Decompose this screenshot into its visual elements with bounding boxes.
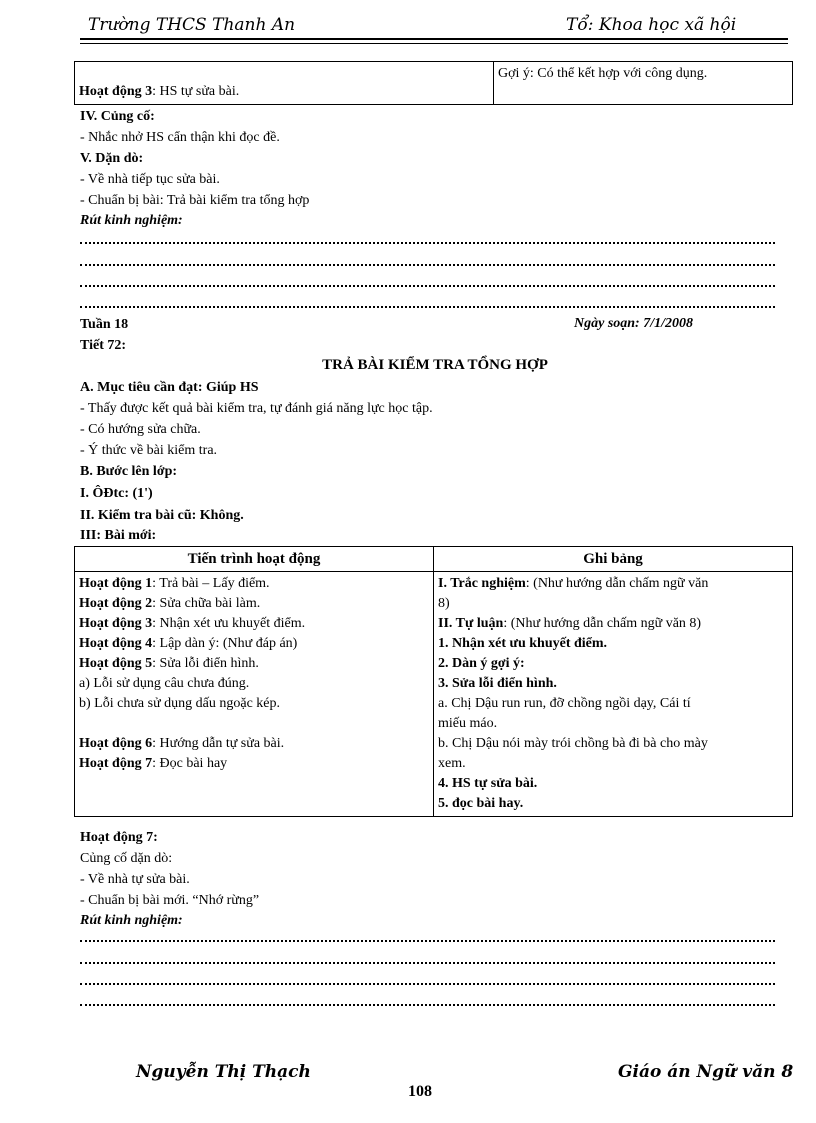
activities-cell bbox=[75, 572, 434, 817]
activity-line: a) Lỗi sử dụng câu chưa đúng. bbox=[79, 676, 250, 691]
top-table-left-cell bbox=[75, 62, 494, 105]
footer-author: Nguyễn Thị Thạch bbox=[136, 1062, 311, 1082]
top-table-right-cell bbox=[494, 62, 793, 105]
homework-item: - Về nhà tiếp tục sửa bài. bbox=[80, 172, 220, 187]
dotted-line bbox=[80, 242, 775, 244]
experience-label: Rút kinh nghiệm: bbox=[80, 913, 183, 928]
board-line: 8) bbox=[438, 596, 450, 611]
steps-heading: B. Bước lên lớp: bbox=[80, 464, 178, 479]
activity-line: Hoạt động 7: Đọc bài hay bbox=[79, 756, 228, 771]
objectives-heading: A. Mục tiêu cần đạt: Giúp HS bbox=[80, 380, 259, 395]
activity-line: Hoạt động 6: Hướng dẫn tự sửa bài. bbox=[79, 736, 285, 751]
period-label: Tiết 72: bbox=[80, 338, 127, 353]
board-line: I. Trắc nghiệm: (Như hướng dẫn chấm ngữ văn bbox=[438, 576, 709, 591]
column-header-board: Ghi bảng bbox=[434, 547, 793, 572]
board-line: miếu máo. bbox=[438, 716, 498, 731]
consolidate-item: - Nhắc nhở HS cẩn thận khi đọc đề. bbox=[80, 130, 280, 145]
step-3: III: Bài mới: bbox=[80, 528, 157, 543]
activity-line: Hoạt động 3: Nhận xét ưu khuyết điểm. bbox=[79, 616, 306, 631]
activity7-line: Củng cố dặn dò: bbox=[80, 851, 173, 866]
board-line: II. Tự luận: (Như hướng dẫn chấm ngữ văn 8) bbox=[438, 616, 702, 631]
step-1: I. ÔĐtc: (1') bbox=[80, 486, 153, 501]
board-line: 1. Nhận xét ưu khuyết điểm. bbox=[438, 636, 608, 651]
activity-line: b) Lỗi chưa sử dụng dấu ngoặc kép. bbox=[79, 696, 281, 711]
footer-subject: Giáo án Ngữ văn 8 bbox=[618, 1062, 794, 1082]
dotted-line bbox=[80, 1004, 775, 1006]
board-line: 3. Sửa lỗi điển hình. bbox=[438, 676, 557, 691]
header-school: Trường THCS Thanh An bbox=[88, 15, 296, 35]
activity-line bbox=[79, 714, 429, 734]
activity-line: Hoạt động 4: Lập dàn ý: (Như đáp án) bbox=[79, 636, 298, 651]
board-line: b. Chị Dậu nói mày trói chồng bà đi bà cho mày bbox=[438, 736, 708, 751]
consolidate-heading: IV. Củng cố: bbox=[80, 109, 155, 124]
activity-line: Hoạt động 2: Sửa chữa bài làm. bbox=[79, 596, 261, 611]
column-header-activities: Tiến trình hoạt động bbox=[75, 547, 434, 572]
top-table bbox=[74, 61, 793, 105]
dotted-line bbox=[80, 306, 775, 308]
dotted-line bbox=[80, 983, 775, 985]
lesson-title: TRẢ BÀI KIỂM TRA TỔNG HỢP bbox=[322, 357, 548, 373]
board-line: a. Chị Dậu run run, đỡ chồng ngồi dạy, Cái tí bbox=[438, 696, 691, 711]
header-rule-thin bbox=[80, 43, 788, 44]
experience-label: Rút kinh nghiệm: bbox=[80, 213, 183, 228]
week-label: Tuần 18 bbox=[80, 317, 129, 332]
dotted-line bbox=[80, 962, 775, 964]
dotted-line bbox=[80, 285, 775, 287]
page-number: 108 bbox=[408, 1083, 432, 1100]
activity7-heading: Hoạt động 7: bbox=[80, 830, 158, 845]
top-table-left-label: Hoạt động 3 bbox=[79, 84, 153, 99]
board-line: 4. HS tự sửa bài. bbox=[438, 776, 538, 791]
board-line: xem. bbox=[438, 756, 466, 771]
header-rule bbox=[80, 38, 788, 40]
objective-item: - Ý thức về bài kiểm tra. bbox=[80, 443, 218, 458]
dotted-line bbox=[80, 264, 775, 266]
activity-line: Hoạt động 5: Sửa lỗi điển hình. bbox=[79, 656, 259, 671]
activity-line: Hoạt động 1: Trả bài – Lấy điểm. bbox=[79, 576, 270, 591]
step-2: II. Kiểm tra bài cũ: Không. bbox=[80, 508, 244, 523]
activity7-line: - Chuẩn bị bài mới. “Nhớ rừng” bbox=[80, 893, 260, 908]
top-table-right-text: Gợi ý: Có thể kết hợp với công dụng. bbox=[498, 66, 708, 81]
top-table-left-text: : HS tự sửa bài. bbox=[152, 84, 240, 99]
homework-item: - Chuẩn bị bài: Trả bài kiểm tra tổng hợp bbox=[80, 193, 310, 208]
board-line: 5. đọc bài hay. bbox=[438, 796, 524, 811]
homework-heading: V. Dặn dò: bbox=[80, 151, 144, 166]
board-cell bbox=[434, 572, 793, 817]
board-line: 2. Dàn ý gợi ý: bbox=[438, 656, 525, 671]
header-department: Tổ: Khoa học xã hội bbox=[566, 15, 737, 35]
date-field: Ngày soạn: 7/1/2008 bbox=[574, 316, 694, 331]
dotted-line bbox=[80, 940, 775, 942]
objective-item: - Có hướng sửa chữa. bbox=[80, 422, 201, 437]
main-table bbox=[74, 546, 793, 817]
objective-item: - Thấy được kết quả bài kiểm tra, tự đánh giá năng lực học tập. bbox=[80, 401, 433, 416]
activity7-line: - Về nhà tự sửa bài. bbox=[80, 872, 190, 887]
